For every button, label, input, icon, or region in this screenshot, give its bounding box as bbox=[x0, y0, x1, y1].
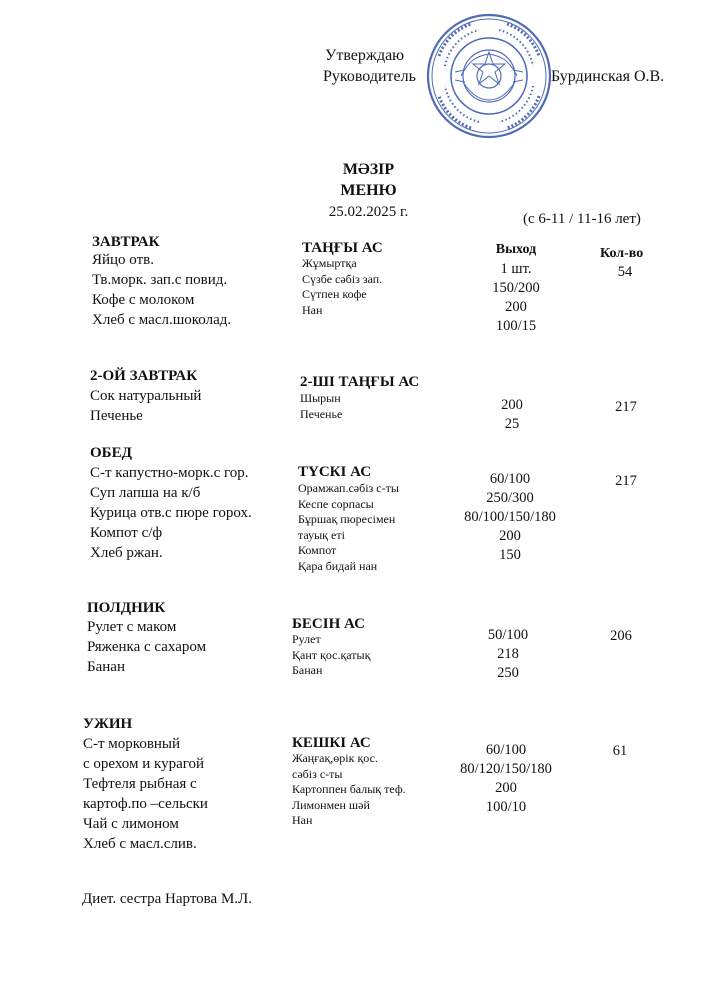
output-value: 100/15 bbox=[495, 318, 537, 334]
dietitian-signature: Диет. сестра Нартова М.Л. bbox=[82, 891, 252, 907]
meal-item-ru: Сок натуральный bbox=[90, 388, 202, 404]
meal-items-ru bbox=[87, 617, 206, 677]
meal-title-ru: 2-ОЙ ЗАВТРАК bbox=[90, 368, 198, 384]
output-value: 250 bbox=[497, 665, 519, 681]
meal-item-ru: Ряженка с сахаром bbox=[87, 639, 207, 655]
age-range: (с 6-11 / 11-16 лет) bbox=[523, 211, 641, 227]
meal-item-kz: Картоппен балық теф. bbox=[292, 782, 406, 796]
output-value: 80/100/150/180 bbox=[464, 509, 556, 525]
meal-title-kz: 2-ШІ ТАҢҒЫ АС bbox=[300, 374, 420, 390]
meal-item-ru: Банан bbox=[87, 659, 125, 675]
meal-item-ru: Курица отв.с пюре горох. bbox=[90, 505, 252, 521]
meal-items-ru bbox=[83, 734, 208, 854]
meal-outputs bbox=[452, 470, 568, 565]
meal-outputs bbox=[460, 626, 556, 683]
meal-item-ru: картоф.по –сельски bbox=[83, 796, 208, 812]
output-value: 200 bbox=[501, 397, 523, 413]
meal-item-ru: Яйцо отв. bbox=[92, 252, 154, 268]
meal-item-kz: сәбіз с-ты bbox=[292, 766, 343, 781]
meal-title-ru: ПОЛДНИК bbox=[87, 600, 166, 616]
meal-count: 206 bbox=[610, 628, 632, 644]
meal-items-kz bbox=[302, 256, 382, 318]
meal-title-ru: ЗАВТРАК bbox=[92, 234, 160, 250]
meal-items-kz bbox=[298, 481, 399, 574]
meal-item-kz: Шырын bbox=[300, 391, 341, 405]
menu-date: 25.02.2025 г. bbox=[328, 204, 409, 220]
meal-count: 54 bbox=[617, 264, 633, 280]
meal-item-ru: С-т морковный bbox=[83, 736, 181, 752]
meal-item-kz: Сүтпен кофе bbox=[302, 287, 367, 301]
output-value: 200 bbox=[495, 780, 517, 796]
meal-item-kz: Қара бидай нан bbox=[298, 558, 378, 573]
meal-count: 217 bbox=[615, 399, 637, 415]
output-column-header: Выход bbox=[495, 242, 537, 257]
meal-item-kz: Компот bbox=[298, 543, 337, 557]
meal-item-kz: Жұмыртқа bbox=[302, 256, 357, 270]
meal-outputs bbox=[468, 260, 564, 336]
meal-items-kz bbox=[292, 751, 406, 829]
meal-item-kz: Рулет bbox=[292, 632, 321, 646]
meal-item-ru: Хлеб с масл.слив. bbox=[83, 836, 197, 852]
meal-item-kz: тауық еті bbox=[298, 527, 345, 542]
meal-item-ru: Кофе с молоком bbox=[92, 292, 195, 308]
approver-name: Бурдинская О.В. bbox=[551, 68, 665, 85]
meal-title-ru: ОБЕД bbox=[90, 445, 132, 461]
approver-role: Руководитель bbox=[323, 68, 416, 85]
meal-items-ru bbox=[90, 386, 201, 426]
official-stamp bbox=[425, 12, 553, 140]
meal-item-ru: Суп лапша на к/б bbox=[90, 485, 201, 501]
output-value: 150/200 bbox=[492, 280, 540, 296]
output-value: 100/10 bbox=[485, 799, 527, 815]
meal-title-kz: КЕШКІ АС bbox=[292, 735, 371, 751]
output-value: 50/100 bbox=[487, 627, 529, 643]
output-value: 218 bbox=[497, 646, 519, 662]
meal-item-kz: Сүзбе сәбіз зап. bbox=[302, 271, 383, 286]
meal-item-ru: Тефтеля рыбная с bbox=[83, 776, 197, 792]
meal-item-ru: Хлеб с масл.шоколад. bbox=[92, 312, 232, 328]
meal-item-ru: Компот с/ф bbox=[90, 525, 163, 541]
meal-items-kz bbox=[300, 391, 342, 422]
meal-item-ru: С-т капустно-морк.с гор. bbox=[90, 465, 249, 481]
meal-item-ru: Тв.морк. зап.с повид. bbox=[92, 272, 228, 288]
output-value: 200 bbox=[505, 299, 527, 315]
title-kz: МӘЗІР bbox=[342, 161, 395, 178]
meal-item-kz: Банан bbox=[292, 663, 323, 677]
output-value: 1 шт. bbox=[500, 261, 532, 277]
meal-item-kz: Бұршақ пюресімен bbox=[298, 512, 396, 526]
output-value: 60/100 bbox=[485, 742, 527, 758]
output-value: 250/300 bbox=[486, 490, 534, 506]
meal-item-ru: с орехом и курагой bbox=[83, 756, 205, 772]
meal-item-kz: Лимонмен шәй bbox=[292, 797, 370, 812]
meal-item-kz: Қант қос.қатық bbox=[292, 647, 371, 662]
meal-title-ru: УЖИН bbox=[83, 716, 133, 732]
meal-title-kz: ТАҢҒЫ АС bbox=[302, 240, 383, 256]
output-value: 200 bbox=[499, 528, 521, 544]
count-column-header: Кол-во bbox=[600, 246, 644, 261]
meal-title-kz: БЕСІН АС bbox=[292, 616, 365, 632]
meal-item-kz: Кеспе сорпасы bbox=[298, 496, 374, 511]
meal-title-kz: ТҮСКІ АС bbox=[298, 464, 372, 480]
meal-item-kz: Орамжап.сәбіз с-ты bbox=[298, 481, 399, 495]
meal-outputs bbox=[448, 741, 564, 817]
meal-item-ru: Чай с лимоном bbox=[83, 816, 179, 832]
meal-item-kz: Печенье bbox=[300, 406, 343, 421]
meal-items-ru bbox=[90, 463, 252, 563]
meal-item-ru: Рулет с маком bbox=[87, 619, 177, 635]
meal-count: 61 bbox=[612, 743, 628, 759]
meal-item-kz: Нан bbox=[302, 302, 323, 317]
output-value: 25 bbox=[504, 416, 520, 432]
output-value: 80/120/150/180 bbox=[460, 761, 552, 777]
meal-items-ru bbox=[92, 250, 231, 330]
meal-outputs bbox=[464, 396, 560, 434]
meal-item-ru: Печенье bbox=[90, 408, 143, 424]
title-ru: МЕНЮ bbox=[340, 182, 397, 199]
output-value: 60/100 bbox=[489, 471, 531, 487]
meal-item-kz: Жаңғақ,өрік қос. bbox=[292, 751, 378, 765]
output-value: 150 bbox=[499, 547, 521, 563]
meal-count: 217 bbox=[615, 473, 637, 489]
meal-items-kz bbox=[292, 632, 370, 679]
meal-item-kz: Нан bbox=[292, 813, 313, 827]
approve-label: Утверждаю bbox=[325, 47, 405, 64]
meal-item-ru: Хлеб ржан. bbox=[90, 545, 163, 561]
